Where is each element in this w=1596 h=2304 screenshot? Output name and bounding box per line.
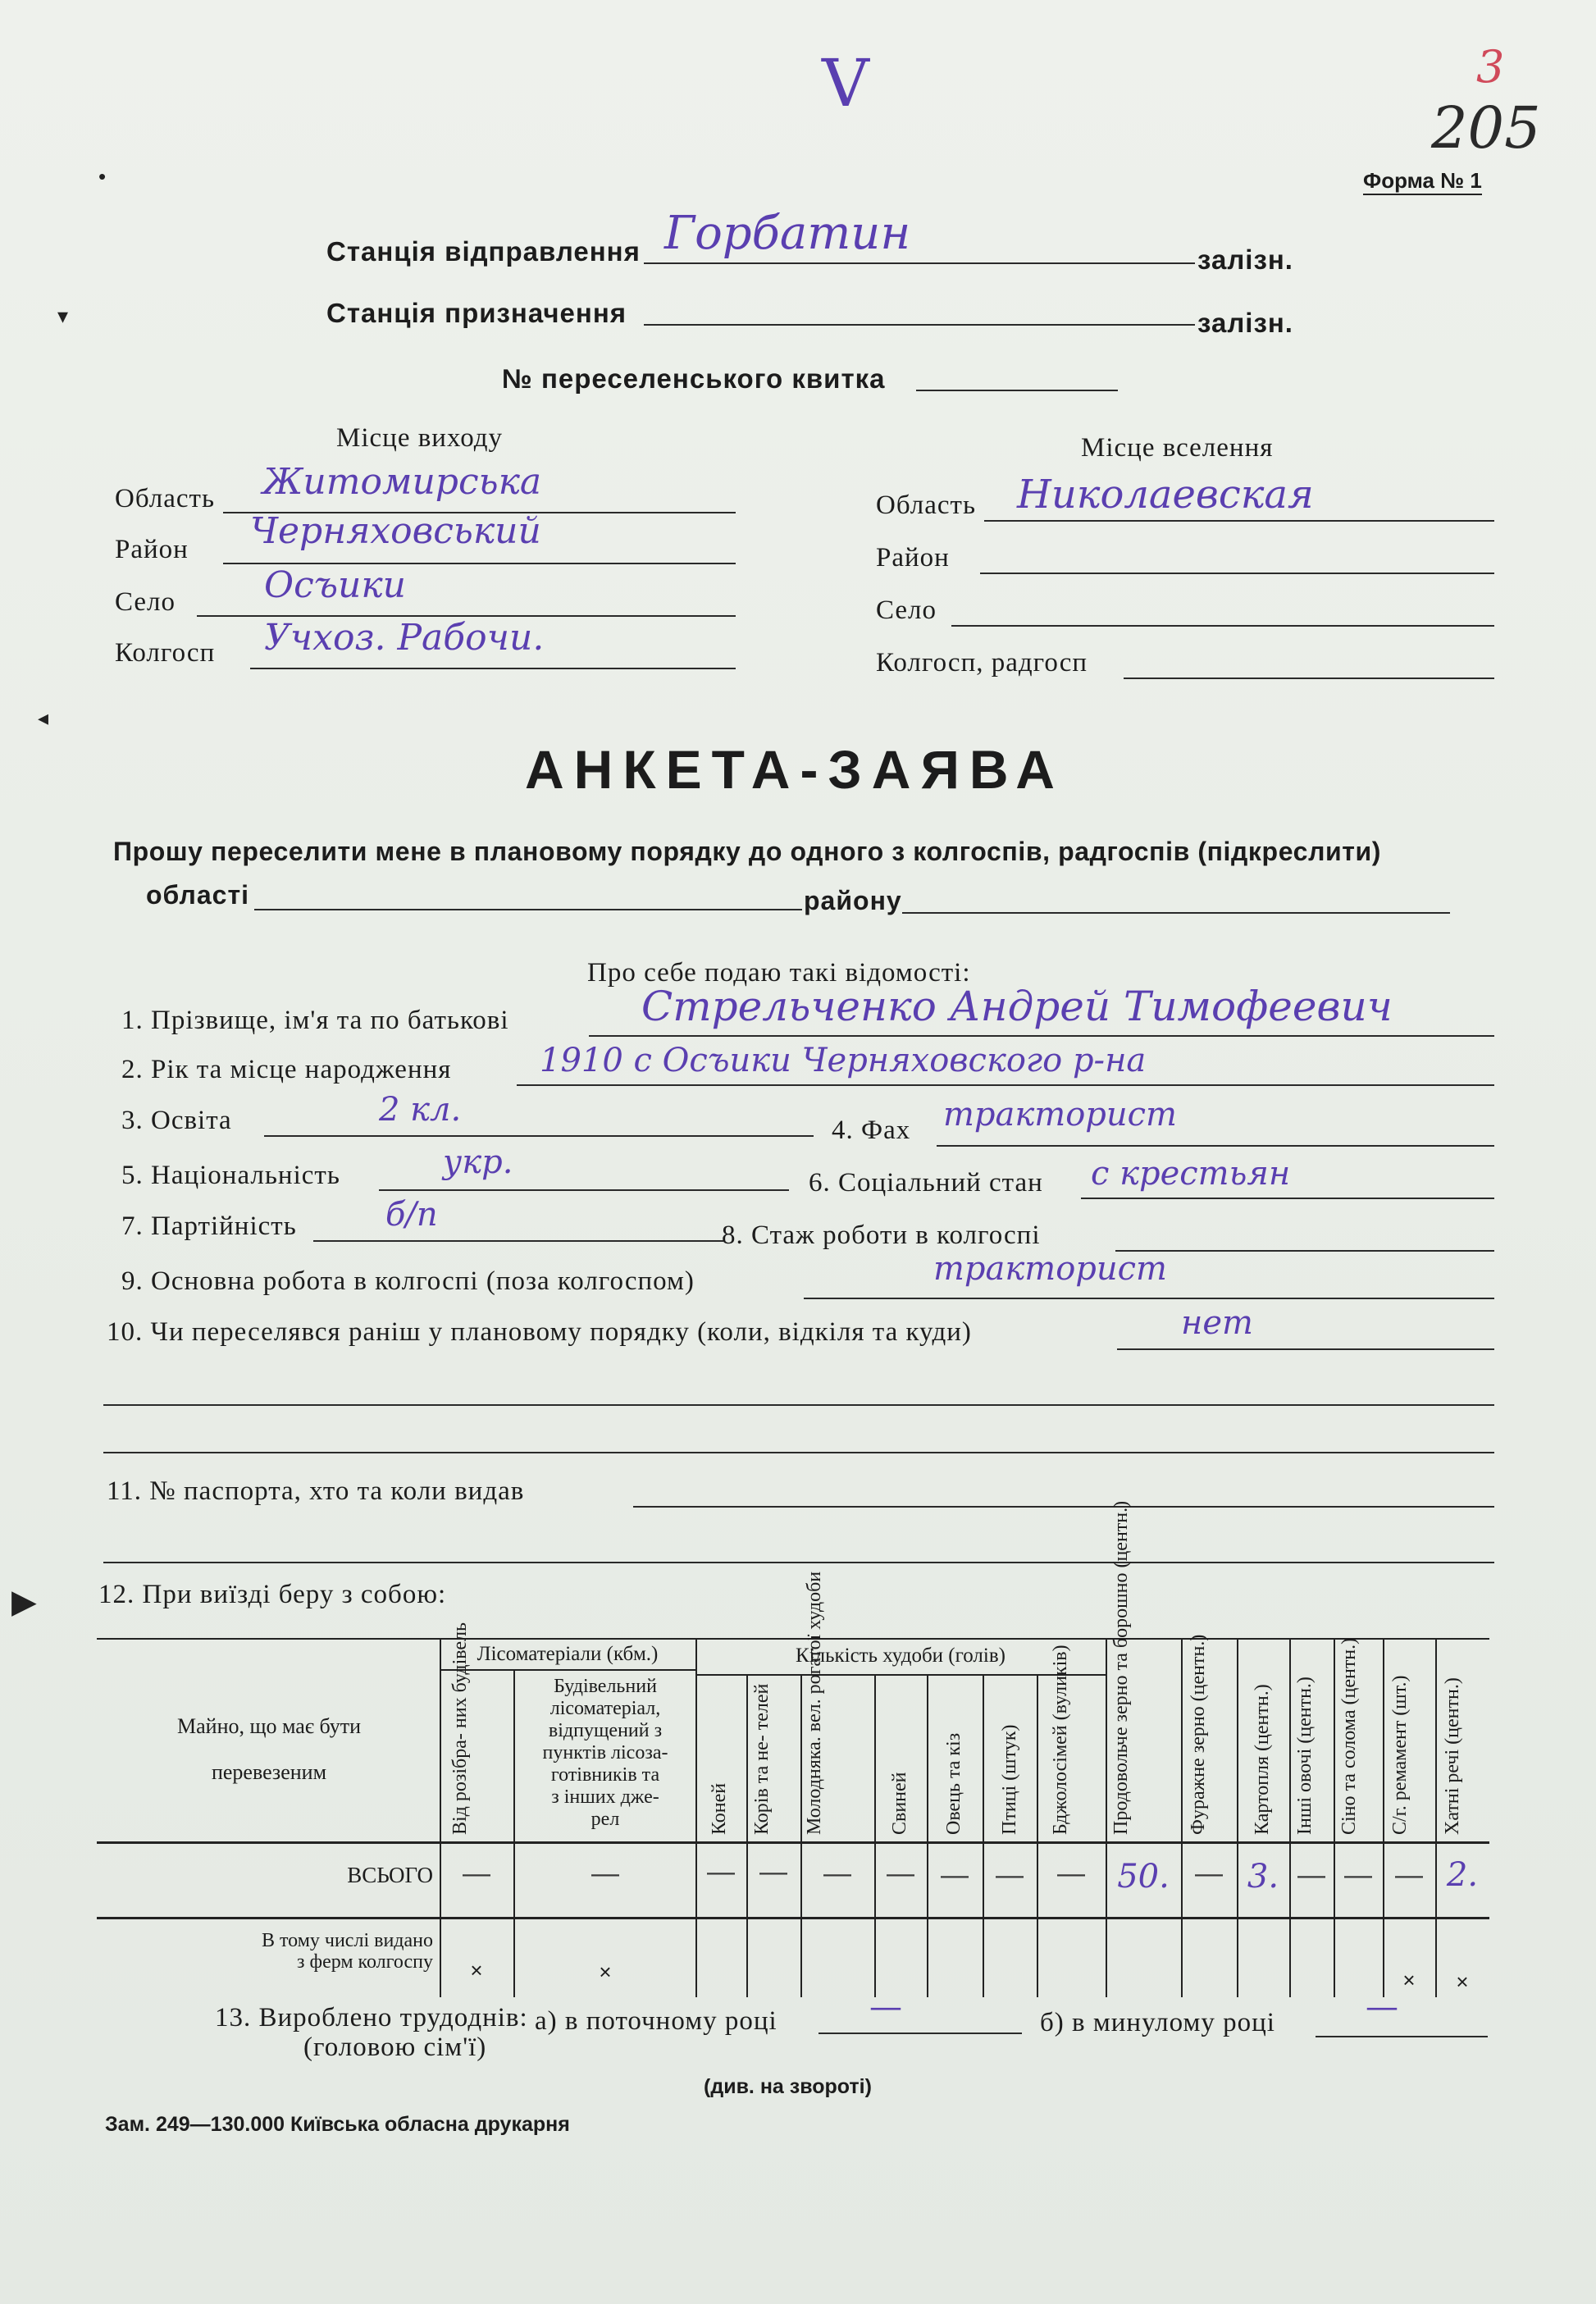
total-horses: — xyxy=(707,1856,735,1887)
destination-kolhosp-label: Колгосп, радгосп xyxy=(876,648,1088,678)
total-birds: — xyxy=(996,1859,1024,1891)
total-cows: — xyxy=(759,1856,787,1887)
row-farm-label: В тому числі видано з ферм колгоспу xyxy=(261,1930,433,1973)
field-6-line xyxy=(1081,1198,1494,1199)
workdays-past-value: — xyxy=(1366,1988,1398,2026)
total-dismantled: — xyxy=(463,1858,490,1889)
destination-village-line xyxy=(951,625,1494,627)
check-mark: V xyxy=(822,45,869,121)
col-building-header: Будівельний лісоматеріал, відпущений з пунктів лісоза- готівників та з інших дже- рел xyxy=(542,1676,668,1830)
margin-mark: ▾ xyxy=(57,303,69,328)
field-4-value: тракторист xyxy=(943,1096,1177,1134)
field-1-line xyxy=(589,1035,1494,1037)
col-dismantled-header: Від розібра- них будівель xyxy=(449,1622,471,1835)
field-11-line xyxy=(633,1506,1494,1508)
origin-district-value: Черняховський xyxy=(250,510,541,552)
request-oblast-line xyxy=(254,909,802,910)
margin-mark: ◂ xyxy=(38,705,49,730)
table-col-sep xyxy=(1435,1638,1437,1997)
farm-household-mark: × xyxy=(1456,1969,1469,1994)
origin-kolhosp-line xyxy=(250,668,736,669)
field-11-label: 11. № паспорта, хто та коли видав xyxy=(107,1476,525,1506)
departure-station-line xyxy=(644,262,1195,264)
request-raion-label: району xyxy=(804,886,902,915)
table-col-sep xyxy=(695,1638,697,1997)
workdays-current-label: а) в поточному році xyxy=(535,2006,777,2036)
field-2-value: 1910 с Осъики Черняховского р-на xyxy=(540,1042,1147,1079)
table-col-sep xyxy=(1181,1638,1183,1997)
field-3-line xyxy=(264,1135,814,1137)
destination-district-line xyxy=(980,573,1494,574)
printer-note: Зам. 249—130.000 Київська обласна друкарня xyxy=(105,2113,570,2136)
workdays-past-line xyxy=(1316,2036,1488,2037)
destination-station-label: Станція призначення xyxy=(326,298,627,328)
origin-village-label: Село xyxy=(115,587,176,617)
col-household-header: Хатні речі (центн.) xyxy=(1442,1677,1463,1835)
table-col-sep xyxy=(1289,1638,1291,1997)
total-sheep: — xyxy=(941,1859,969,1891)
col-young-header: Молодняка. вел. рогатої худоби xyxy=(804,1571,825,1835)
col-cows-header: Корів та не- телей xyxy=(751,1683,773,1835)
col-birds-header: Птиці (штук) xyxy=(999,1724,1020,1835)
binder-arrow: ▶ xyxy=(11,1584,37,1620)
origin-kolhosp-value: Учхоз. Рабочи. xyxy=(264,617,545,659)
field-3-label: 3. Освіта xyxy=(121,1106,232,1135)
field-7-line xyxy=(313,1240,723,1242)
total-pigs: — xyxy=(887,1858,914,1889)
destination-kolhosp-line xyxy=(1124,678,1494,679)
sheet-number: 205 xyxy=(1431,94,1541,162)
field-10-extra-line-1 xyxy=(103,1404,1494,1406)
margin-mark: • xyxy=(98,164,107,189)
field-10-line xyxy=(1117,1348,1494,1350)
workdays-label: 13. Вироблено трудоднів: xyxy=(215,2003,528,2033)
col-hay-header: Сіно та солома (центн.) xyxy=(1338,1637,1360,1835)
table-col-sep xyxy=(1106,1638,1107,1997)
field-8-label: 8. Стаж роботи в колгоспі xyxy=(722,1220,1041,1250)
col-fodder-header: Фуражне зерно (центн.) xyxy=(1188,1634,1209,1835)
origin-region-value: Житомирська xyxy=(262,461,542,503)
intro-text: Про себе подаю такі відомості: xyxy=(587,958,971,988)
departure-station-label: Станція відправлення xyxy=(326,236,641,267)
destination-region-value: Николаевская xyxy=(1017,472,1314,518)
table-col-sep xyxy=(874,1674,876,1997)
total-building: — xyxy=(591,1858,619,1889)
col-veg-header: Інші овочі (центн.) xyxy=(1294,1677,1316,1835)
total-veg: — xyxy=(1297,1859,1325,1891)
table-header-bottom-line xyxy=(97,1841,1489,1844)
field-6-label: 6. Соціальний стан xyxy=(809,1168,1043,1198)
row-total-label: ВСЬОГО xyxy=(347,1863,433,1887)
destination-station-line xyxy=(644,324,1195,326)
field-5-value: укр. xyxy=(443,1143,513,1181)
see-back-note: (див. на звороті) xyxy=(704,2075,872,2098)
table-col-sep xyxy=(1334,1638,1335,1997)
total-bees: — xyxy=(1057,1858,1085,1889)
col-grain-header: Продовольче зерно та борошно (центн.) xyxy=(1110,1500,1132,1835)
field-7-value: б/п xyxy=(385,1196,438,1234)
total-potato: 3. xyxy=(1247,1858,1279,1896)
table-col-sep xyxy=(927,1674,928,1997)
total-grain: 50. xyxy=(1117,1858,1170,1896)
col-property-header: Майно, що має бути перевезеним xyxy=(177,1714,361,1784)
destination-heading: Місце вселення xyxy=(1081,433,1274,463)
origin-village-value: Осъики xyxy=(264,564,406,606)
field-5-label: 5. Національність xyxy=(121,1161,340,1190)
group-timber-header: Лісоматеріали (кбм.) xyxy=(477,1643,659,1665)
table-col-sep xyxy=(1383,1638,1384,1997)
field-4-line xyxy=(937,1145,1494,1147)
farm-dismantled-mark: × xyxy=(470,1958,483,1982)
group-cattle-header: Кількість худоби (голів) xyxy=(796,1645,1005,1667)
departure-railway-suffix: залізн. xyxy=(1197,244,1293,275)
field-8-line xyxy=(1115,1250,1494,1252)
ticket-line xyxy=(916,390,1118,391)
field-1-value: Стрельченко Андрей Тимофеевич xyxy=(641,983,1393,1030)
workdays-current-value: — xyxy=(869,1988,902,2026)
table-col-sep xyxy=(1237,1638,1238,1997)
destination-village-label: Село xyxy=(876,595,937,625)
workdays-current-line xyxy=(819,2033,1022,2034)
col-potato-header: Картопля (центн.) xyxy=(1252,1684,1273,1835)
field-11-extra-line xyxy=(103,1562,1494,1563)
field-2-line xyxy=(517,1084,1494,1086)
table-col-sep xyxy=(800,1674,802,1997)
field-12-label: 12. При виїзді беру з собою: xyxy=(98,1580,447,1609)
total-household: 2. xyxy=(1446,1856,1479,1894)
table-col-sep xyxy=(440,1638,441,1997)
field-5-line xyxy=(379,1189,789,1191)
sheet-number-top: 3 xyxy=(1476,41,1505,93)
col-sheep-header: Овець та кіз xyxy=(943,1732,964,1835)
total-fodder: — xyxy=(1195,1858,1223,1889)
request-raion-line xyxy=(902,912,1450,914)
field-6-value: с крестьян xyxy=(1091,1155,1291,1193)
form-number: Форма № 1 xyxy=(1363,168,1482,195)
col-pigs-header: Свиней xyxy=(889,1772,910,1835)
field-1-label: 1. Прізвище, ім'я та по батькові xyxy=(121,1006,509,1035)
field-9-label: 9. Основна робота в колгоспі (поза колгоспом) xyxy=(121,1266,695,1296)
destination-railway-suffix: залізн. xyxy=(1197,308,1293,338)
origin-district-label: Район xyxy=(115,535,189,564)
workdays-past-label: б) в минулому році xyxy=(1040,2008,1275,2037)
destination-region-line xyxy=(984,520,1494,522)
table-group-line-timber xyxy=(440,1669,695,1671)
field-9-line xyxy=(804,1298,1494,1299)
table-col-sep xyxy=(983,1674,984,1997)
workdays-sub-label: (головою сім'ї) xyxy=(303,2033,487,2062)
origin-kolhosp-label: Колгосп xyxy=(115,638,216,668)
departure-station-value: Горбатин xyxy=(664,207,911,260)
field-10-value: нет xyxy=(1181,1304,1253,1342)
field-7-label: 7. Партійність xyxy=(121,1211,297,1241)
total-tools: — xyxy=(1395,1859,1423,1891)
field-10-label: 10. Чи переселявся раніш у плановому порядку (коли, відкіля та куди) xyxy=(107,1317,972,1347)
table-col-sep xyxy=(746,1674,748,1997)
total-hay: — xyxy=(1344,1859,1372,1891)
form-title: АНКЕТА-ЗАЯВА xyxy=(525,739,1065,800)
table-group-line-cattle xyxy=(695,1674,1106,1676)
origin-heading: Місце виходу xyxy=(336,423,504,453)
field-9-value: тракторист xyxy=(933,1250,1167,1288)
request-oblast-label: області xyxy=(146,880,249,910)
total-young: — xyxy=(823,1858,851,1889)
field-10-extra-line-2 xyxy=(103,1452,1494,1453)
table-col-sep xyxy=(1037,1674,1038,1997)
destination-district-label: Район xyxy=(876,543,950,573)
request-text: Прошу переселити мене в плановому порядку до одного з колгоспів, радгоспів (підкреслити) xyxy=(113,837,1382,866)
field-4-label: 4. Фах xyxy=(832,1116,911,1145)
destination-region-label: Область xyxy=(876,490,977,520)
field-3-value: 2 кл. xyxy=(379,1091,462,1129)
origin-region-label: Область xyxy=(115,484,216,513)
farm-tools-mark: × xyxy=(1402,1968,1416,1992)
table-top-line xyxy=(97,1638,1489,1640)
farm-building-mark: × xyxy=(599,1960,612,1984)
ticket-label: № переселенського квитка xyxy=(502,363,886,394)
col-bees-header: Бджолосімей (вуликів) xyxy=(1050,1645,1071,1835)
col-tools-header: С/г. ремамент (шт.) xyxy=(1389,1675,1411,1835)
table-total-bottom-line xyxy=(97,1917,1489,1919)
field-2-label: 2. Рік та місце народження xyxy=(121,1055,452,1084)
col-horses-header: Коней xyxy=(709,1782,730,1835)
